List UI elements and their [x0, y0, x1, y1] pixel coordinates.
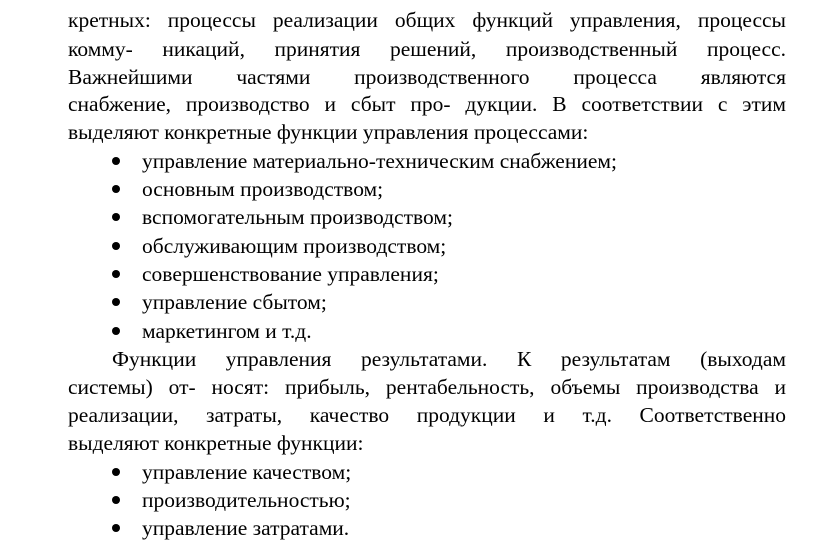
list-item-text: управление затратами. [142, 516, 350, 540]
list-item-text: управление материально-техническим снабжением; [142, 149, 617, 173]
list-item [112, 147, 617, 176]
list-item [112, 288, 327, 317]
list-item [112, 232, 446, 261]
paragraph-line: системы) от- носят: прибыль, рентабельность, объемы производства и [68, 375, 786, 399]
list-item-text: управление сбытом; [142, 290, 327, 314]
paragraph-line: выделяют конкретные функции управления процессами: [68, 120, 589, 144]
list-item-text: обслуживающим производством; [142, 234, 447, 258]
bullet-icon [112, 157, 120, 165]
bullet-icon [112, 213, 120, 221]
paragraph-line: кретных: процессы реализации общих функций управления, процессы [68, 8, 786, 32]
list-item-text: маркетингом и т.д. [142, 319, 312, 343]
list-item-text: основным производством; [142, 177, 384, 201]
list-item [112, 175, 383, 204]
bullet-icon [112, 270, 120, 278]
paragraph-line: реализации, затраты, качество продукции и т.д. Соответственно [68, 403, 786, 427]
list-item-text: производительностью; [142, 488, 351, 512]
bullet-icon [112, 298, 120, 306]
paragraph-line: выделяют конкретные функции: [68, 431, 364, 455]
list-item [112, 260, 439, 289]
bullet-icon [112, 524, 120, 532]
list-item-text: совершенствование управления; [142, 262, 439, 286]
paragraph-line: Важнейшими частями производственного процесса являются [68, 65, 786, 89]
list-item [112, 486, 351, 515]
bullet-icon [112, 327, 120, 335]
list-item-text: управление качеством; [142, 460, 352, 484]
bullet-icon [112, 242, 120, 250]
paragraph-line: комму- никаций, принятия решений, производственный процесс. [68, 37, 786, 61]
list-item [112, 317, 312, 346]
list-item [112, 514, 349, 543]
bullet-icon [112, 468, 120, 476]
paragraph-line: Функции управления результатами. К результатам (выходам [112, 347, 786, 371]
paragraph-line: снабжение, производство и сбыт про- дукции. В соответствии с этим [68, 92, 786, 116]
list-item [112, 203, 453, 232]
list-item-text: вспомогательным производством; [142, 205, 453, 229]
bullet-icon [112, 185, 120, 193]
list-item [112, 458, 351, 487]
bullet-icon [112, 496, 120, 504]
